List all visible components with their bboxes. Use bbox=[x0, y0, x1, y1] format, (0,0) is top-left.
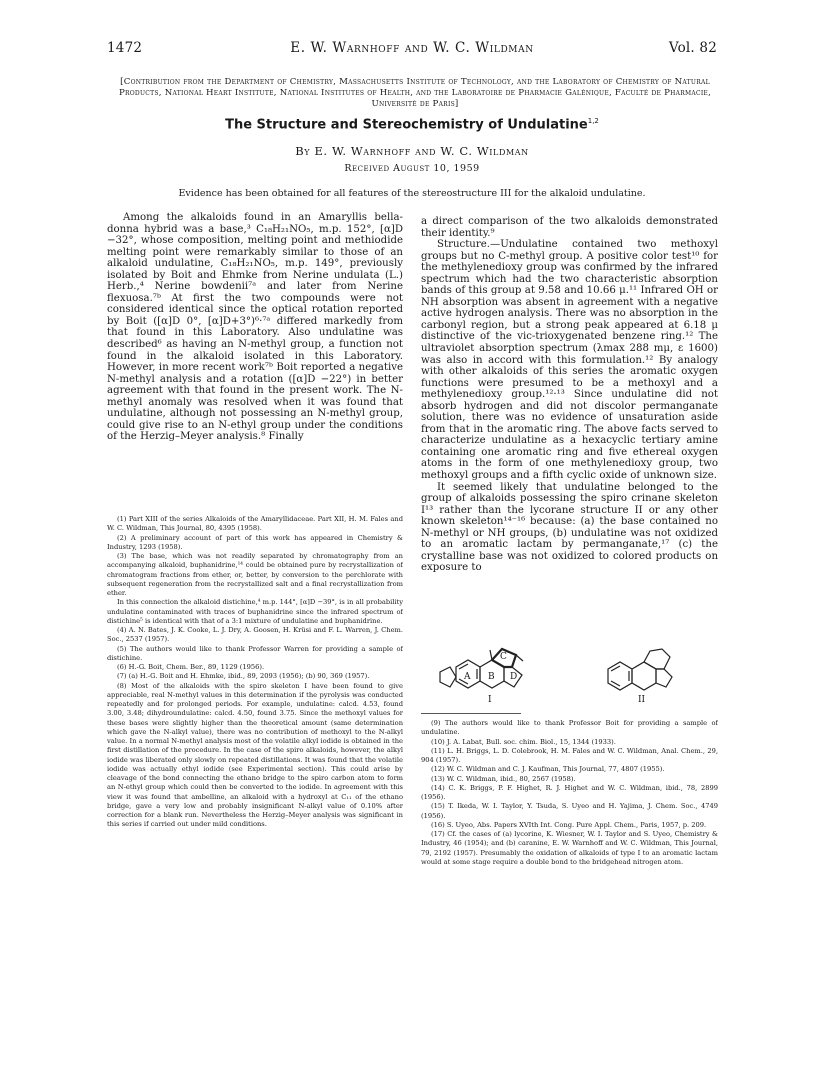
footnote: (11) L. H. Briggs, L. D. Colebrook, H. M. Fales and W. C. Wildman, Anal. Chem., 29, 904 (1957). bbox=[421, 746, 718, 764]
running-head bbox=[107, 40, 717, 58]
lycorane-ring-b bbox=[632, 662, 656, 690]
ring-c-label: C bbox=[500, 652, 507, 662]
page-number: 1472 bbox=[107, 40, 143, 56]
received-date: Received August 10, 1959 bbox=[344, 163, 480, 174]
contribution-note: [Contribution from the Department of Chemistry, Massachusetts Institute of Technology, and the Laboratory of Chemistry of Natural Products, National Heart Institute, National Institutes of Health, and the Laboratoire de Pharmacie Galénique, Faculté de Pharmacie, Université de Paris] bbox=[118, 77, 712, 109]
title-footnote-ref: 1,2 bbox=[587, 117, 599, 125]
structure-ii-label: II bbox=[638, 695, 646, 705]
body-paragraph: Among the alkaloids found in an Amaryllis bella-donna hybrid was a base,³ C₁₈H₂₁NO₅, m.p. 152°, [α]D −32°, whose composition, melting point and methiodide melting point were remarkably similar to those of an alkaloid undulatine, C₁₈H₂₁NO₅, m.p. 149°, previously isolated by Boit and Ehmke from Nerine undulata (L.) Herb.,⁴ Nerine bowdenii⁷ᵃ and later from Nerine flexuosa.⁷ᵇ At first the two compounds were not considered identical since the optical rotation reported by Boit ([α]D 0°, [α]D+3°)⁶·⁷ᵃ differed markedly from that found in this Laboratory. Also undulatine was described⁶ as having an N-methyl group, a function not found in the alkaloid isolated in this Laboratory. However, in more recent work⁷ᵇ Boit reported a negative N-methyl analysis and a rotation ([α]D −22°) in better agreement with that found in the present work. The N-methyl anomaly was resolved when it was found that undulatine, although not possessing an N-methyl group, could give rise to an N-ethyl group under the conditions of the Herzig–Meyer analysis.⁸ Finally bbox=[107, 212, 403, 443]
footnote: (9) The authors would like to thank Professor Boit for providing a sample of undulatine. bbox=[421, 719, 718, 737]
running-head-authors: E. W. Warnhoff and W. C. Wildman bbox=[290, 40, 534, 56]
ring-d-label: D bbox=[510, 672, 518, 682]
footnote: (16) S. Uyeo, Abs. Papers XVIth Int. Cong. Pure Appl. Chem., Paris, 1957, p. 209. bbox=[431, 820, 707, 829]
footnote-separator bbox=[421, 713, 521, 714]
footnote: (5) The authors would like to thank Professor Warren for providing a sample of distichine. bbox=[107, 644, 403, 662]
footnote: (14) C. K. Briggs, P. F. Highet, R. J. Highet and W. C. Wildman, ibid., 78, 2899 (1956). bbox=[421, 783, 718, 801]
left-footnotes bbox=[107, 515, 403, 1055]
right-column-body bbox=[421, 216, 718, 641]
byline: By E. W. Warnhoff and W. C. Wildman bbox=[295, 144, 529, 158]
footnote: (17) Cf. the cases of (a) lycorine, K. Wiesner, W. I. Taylor and S. Uyeo, Chemistry & Industry, 46 (1954); and (b) caranine, E. W. Warnhoff and W. C. Wildman, This Journal, 79, 2192 (1957). Presumably the oxidation of alkaloids of type I to an aromatic lactam would at some stage require a double bond to the bridgehead nitrogen atom. bbox=[421, 830, 718, 866]
methylenedioxy-ring bbox=[440, 667, 456, 687]
structure-i-label: I bbox=[488, 695, 492, 705]
footnote: (2) A preliminary account of part of this work has appeared in Chemistry & Industry, 1293 (1958). bbox=[107, 533, 403, 551]
footnote: (10) J. A. Labat, Bull. soc. chim. Biol., 15, 1344 (1933). bbox=[431, 737, 616, 746]
abstract: Evidence has been obtained for all features of the stereostructure III for the alkaloid undulatine. bbox=[178, 188, 646, 199]
structure-figure bbox=[428, 645, 718, 709]
footnote: (12) W. C. Wildman and C. J. Kaufman, This Journal, 77, 4807 (1955). bbox=[431, 765, 665, 774]
lycorane-ring-d bbox=[656, 669, 672, 687]
left-column-body bbox=[107, 212, 403, 512]
body-paragraph: a direct comparison of the two alkaloids demonstrated their identity.⁹ bbox=[421, 216, 718, 239]
footnote: (3) The base, which was not readily separated by chromatography from an accompanying alkaloid, buphanidrine,¹⁴ could be obtained pure by recrystallization of chromatogram fractions from ether, or, better, by conversion to the perchlorate with subsequent regeneration from the recrystallized salt and a final recrystallization from ether. bbox=[107, 552, 403, 597]
structure-drawings bbox=[428, 645, 718, 709]
footnote: (4) A. N. Bates, J. K. Cooke, L. J. Dry, A. Goosen, H. Krüsi and F. L. Warren, J. Chem. Soc., 2537 (1957). bbox=[107, 626, 403, 644]
footnote: (6) H.-G. Boit, Chem. Ber., 89, 1129 (1956). bbox=[117, 663, 265, 671]
footnote: (8) Most of the alkaloids with the spiro skeleton I have been found to give appreciable, real N-methyl values in this determination if the pyrolysis was conducted repeatedly and for prolonged periods. For example, undulatine: calcd. 4.53, found 3.00, 3.48; dihydroundulatine: calcd. 4.50, found 3.75. Since the methoxyl values for these bases were slightly higher than the theoretical amount (same determination which gave the N-alkyl value), there was no contribution of methoxyl to the N-alkyl value. In a normal N-methyl analysis most of the volatile alkyl iodide is obtained in the first distillation of the procedure. In the case of the spiro alkaloids, however, the alkyl iodide was liberated only slowly on repeated distillations. It was found that the volatile iodide was actually ethyl iodide (see Experimental section). This could arise by cleavage of the bond connecting the ethano bridge to the spiro carbon atom to form an N-ethyl group which could then be converted to the iodide. In agreement with this view it was found that ambelline, an alkaloid with a hydroxyl at C₁₁ of the ethano bridge, gave a very low and probably insignificant N-alkyl value of 0.10% after correction for a blank run. Nevertheless the Herzig–Meyer analysis was significant in this series if carried out under mild conditions. bbox=[107, 681, 403, 829]
lycorane-ring-c bbox=[644, 649, 670, 669]
article-title-text: The Structure and Stereochemistry of Undulatine bbox=[225, 117, 588, 133]
ring-b-label: B bbox=[488, 672, 495, 682]
footnote: In this connection the alkaloid distichine,⁴ m.p. 144°, [α]D −39°, is in all probability undulatine contaminated with traces of buphanidrine since the infrared spectrum of distichine⁵ is identical with that of a 3:1 mixture of undulatine and buphanidrine. bbox=[107, 598, 403, 625]
volume-number: Vol. 82 bbox=[668, 40, 717, 56]
footnote: (1) Part XIII of the series Alkaloids of the Amaryllidaceae. Part XII, H. M. Fales and W. C. Wildman, This Journal, 80, 4395 (1958). bbox=[107, 515, 403, 533]
footnote: (13) W. C. Wildman, ibid., 80, 2567 (1958). bbox=[431, 774, 576, 783]
ring-a-label: A bbox=[464, 672, 471, 682]
right-footnotes bbox=[421, 719, 718, 1049]
body-paragraph: It seemed likely that undulatine belonged to the group of alkaloids possessing the spiro crinane skeleton I¹³ rather than the lycorane structure II or any other known skeleton¹⁴⁻¹⁶ because: (a) the base contained no N-methyl or NH groups, (b) undulatine was not oxidized to an aromatic lactam by permanganate,¹⁷ (c) the crystalline base was not oxidized to colored products on exposure to bbox=[421, 481, 718, 574]
footnote: (15) T. Ikeda, W. I. Taylor, Y. Tsuda, S. Uyeo and H. Yajima, J. Chem. Soc., 4749 (1956). bbox=[421, 802, 718, 820]
body-paragraph: Structure.—Undulatine contained two methoxyl groups but no C-methyl group. A positive color test¹⁰ for the methylenedioxy group was confirmed by the infrared spectrum which had the two characteristic absorption bands of this group at 9.58 and 10.66 μ.¹¹ Infrared OH or NH absorption was absent in agreement with a negative active hydrogen analysis. There was no absorption in the carbonyl region, but a strong peak appeared at 6.18 μ distinctive of the vic-trioxygenated benzene ring.¹² The ultraviolet absorption spectrum (λmax 288 mμ, ε 1600) was also in accord with this formulation.¹² By analogy with other alkaloids of this series the aromatic oxygen functions were presumed to be a methoxyl and a methylenedioxy group.¹²·¹³ Since undulatine did not absorb hydrogen and did not discolor permanganate solution, there was no evidence of unsaturation aside from that in the aromatic ring. The above facts served to characterize undulatine as a hexacyclic tertiary amine containing one aromatic ring and five ethereal oxygen atoms in the form of one methylenedioxy group, two methoxyl groups and a fifth cyclic oxide of unknown size. bbox=[421, 239, 718, 482]
article-title bbox=[107, 117, 717, 132]
footnote: (7) (a) H.-G. Boit and H. Ehmke, ibid., 89, 2093 (1956); (b) 90, 369 (1957). bbox=[117, 672, 370, 681]
